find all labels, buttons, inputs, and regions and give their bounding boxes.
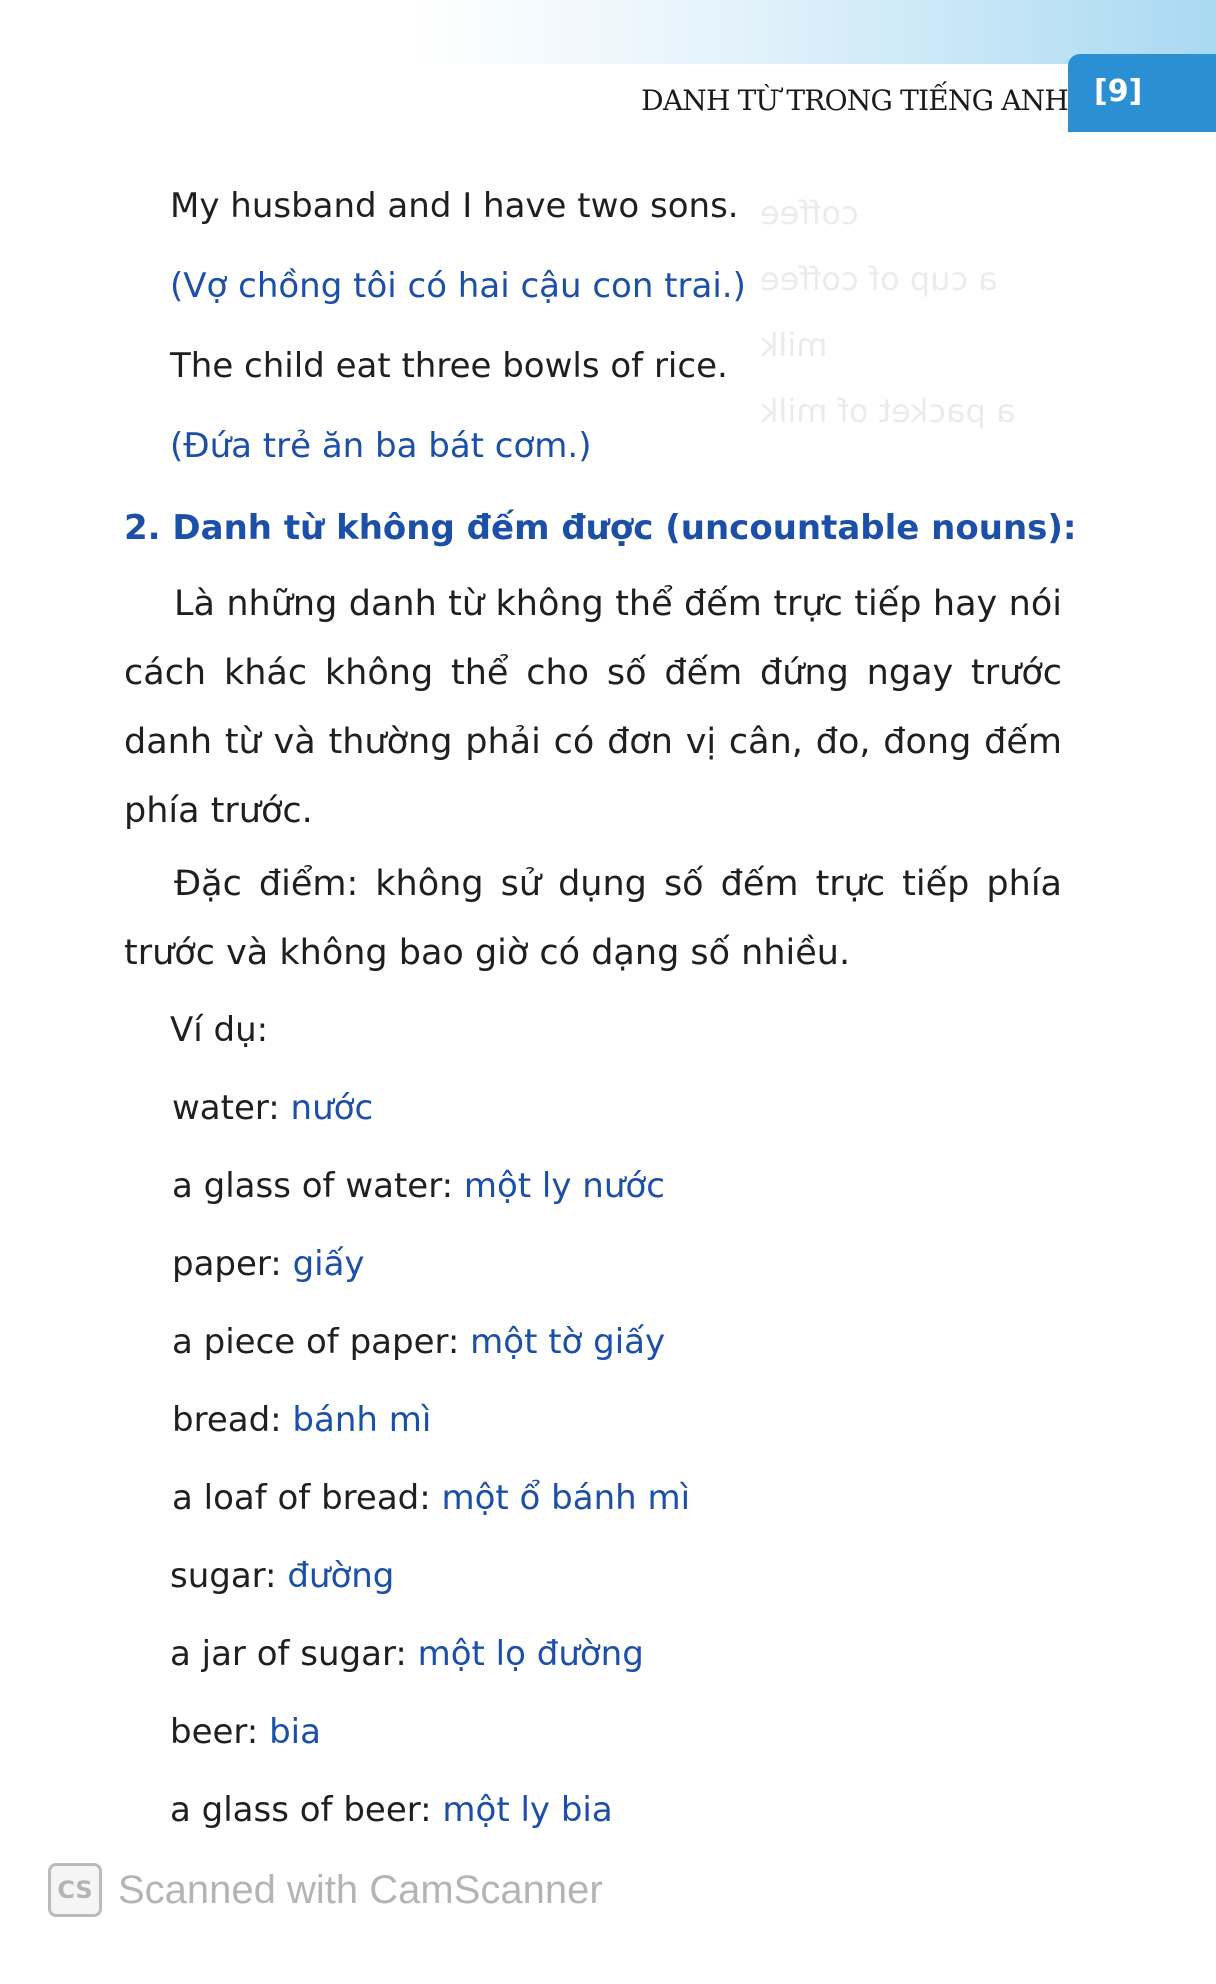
vietnamese-meaning: một tờ giấy	[470, 1322, 666, 1362]
characteristic-paragraph: Đặc điểm: không sử dụng số đếm trực tiếp phía trước và không bao giờ có dạng số nhiều.	[124, 864, 1062, 973]
english-term: a piece of paper:	[172, 1322, 471, 1362]
running-header	[0, 62, 1216, 132]
example-translation-2: (Đứa trẻ ăn ba bát cơm.)	[170, 426, 592, 466]
english-term: sugar:	[170, 1556, 288, 1596]
vietnamese-meaning: một ly bia	[442, 1790, 613, 1830]
example-sentence-1: My husband and I have two sons.	[170, 186, 739, 226]
examples-label: Ví dụ:	[170, 1010, 269, 1050]
example-translation-1: (Vợ chồng tôi có hai cậu con trai.)	[170, 266, 746, 306]
english-term: a loaf of bread:	[172, 1478, 442, 1518]
example-item	[172, 1478, 690, 1518]
example-item	[170, 1556, 394, 1596]
example-item	[170, 1712, 321, 1752]
english-term: water:	[172, 1088, 291, 1128]
page-number: [9]	[1094, 74, 1143, 109]
example-item	[170, 1634, 644, 1674]
vietnamese-meaning: giấy	[292, 1244, 365, 1284]
vietnamese-meaning: đường	[287, 1556, 395, 1596]
english-term: beer:	[170, 1712, 270, 1752]
example-item	[172, 1244, 365, 1284]
vietnamese-meaning: một ổ bánh mì	[441, 1478, 691, 1518]
bleed-through-text: coffee a cup of coffee milk a packet of milk	[760, 194, 1016, 430]
vietnamese-meaning: một lọ đường	[417, 1634, 644, 1674]
vietnamese-meaning: một ly nước	[463, 1166, 665, 1206]
vietnamese-meaning: bánh mì	[292, 1400, 432, 1440]
example-item	[172, 1088, 373, 1128]
example-item	[172, 1166, 665, 1206]
english-term: bread:	[172, 1400, 293, 1440]
top-decorative-band	[0, 0, 1216, 64]
watermark-text: Scanned with CamScanner	[118, 1867, 603, 1912]
english-term: paper:	[172, 1244, 293, 1284]
page-number-tab	[1068, 54, 1216, 132]
camscanner-logo-icon: CS	[48, 1863, 102, 1917]
section-heading: 2. Danh từ không đếm được (uncountable nouns):	[124, 508, 1077, 548]
vietnamese-meaning: bia	[269, 1712, 321, 1752]
english-term: a jar of sugar:	[170, 1634, 418, 1674]
definition-paragraph: Là những danh từ không thể đếm trực tiếp hay nói cách khác không thể cho số đếm đứng ngay trước danh từ và thường phải có đơn vị cân, đo, đong đếm phía trước.	[124, 584, 1062, 831]
example-item	[172, 1322, 665, 1362]
example-item	[172, 1400, 431, 1440]
english-term: a glass of beer:	[170, 1790, 443, 1830]
chapter-title: DANH TỪ TRONG TIẾNG ANH	[641, 84, 1068, 117]
english-term: a glass of water:	[172, 1166, 464, 1206]
camscanner-watermark	[48, 1862, 603, 1918]
example-sentence-2: The child eat three bowls of rice.	[170, 346, 728, 386]
vietnamese-meaning: nước	[290, 1088, 374, 1128]
example-item	[170, 1790, 613, 1830]
